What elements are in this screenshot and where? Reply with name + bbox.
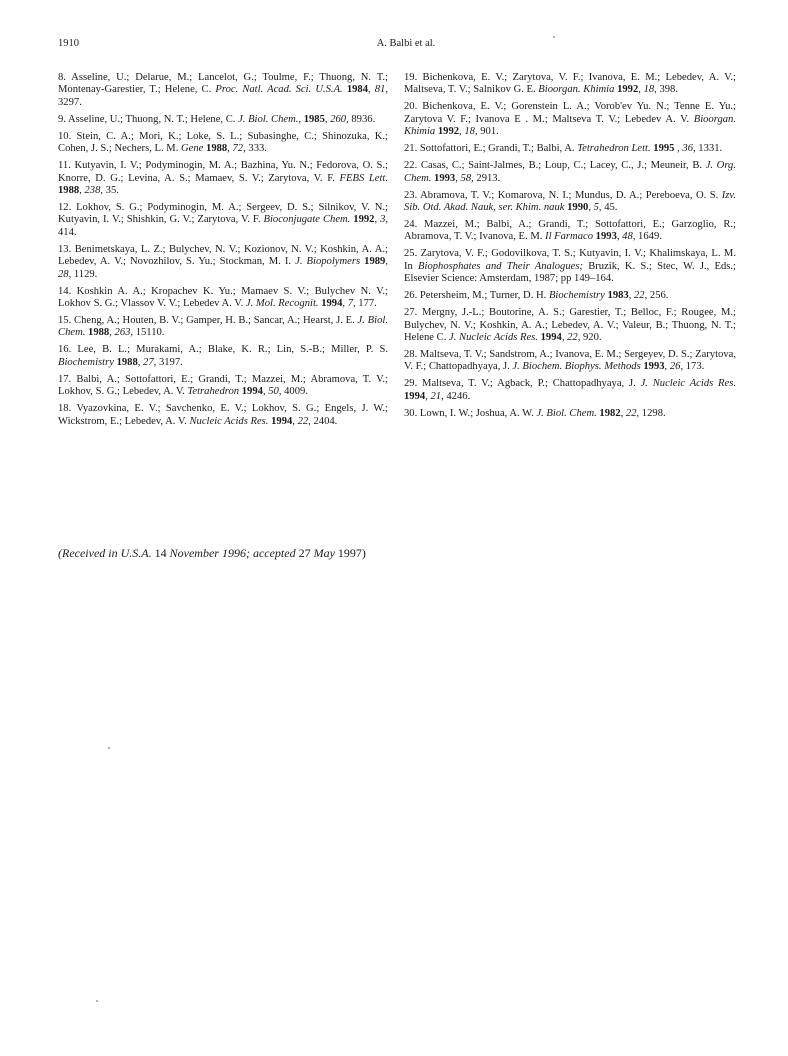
reference-text: , <box>385 256 388 268</box>
reference-journal: Tetrahedron <box>187 386 240 398</box>
reference-text: , 173. <box>680 361 705 373</box>
reference-journal: 22 <box>634 290 645 302</box>
reference-year: 1994 <box>404 390 426 402</box>
reference-journal: Bioconjugate Chem. <box>263 214 351 226</box>
reference-text: , <box>628 290 634 302</box>
reference-text: , <box>292 415 298 427</box>
reference-journal: 260 <box>330 113 347 125</box>
reference-entry <box>58 131 388 156</box>
reference-text: , <box>137 356 144 368</box>
reference-entry <box>404 378 736 403</box>
reference-entry <box>404 290 736 302</box>
running-head: A. Balbi et al. <box>376 38 436 49</box>
reference-journal: Bioorgan. Khimia <box>538 84 615 96</box>
reference-journal: Bioorgan. Khimia <box>404 113 736 138</box>
reference-text: Bruzik, K. S.; Stec, W. J., Eds.; Elsevier Science: Amsterdam, 1987; pp 149–164. <box>404 260 736 285</box>
scan-speck <box>553 36 555 38</box>
reference-text: 24. Mazzei, M.; Balbi, A.; Grandi, T.; Sottofattori, E.; Garzoglio, R.; Abramova, T. V.; Ivanova, E. M. <box>404 219 736 243</box>
page-header <box>58 38 754 52</box>
reference-journal: J. Biol. Chem. <box>536 407 597 419</box>
received-line <box>58 546 758 561</box>
reference-journal: J. Biol. Chem. <box>58 315 388 339</box>
reference-text: , <box>664 361 670 373</box>
reference-journal: 18 <box>464 126 475 138</box>
reference-text: , <box>638 84 644 96</box>
reference-text: , 333. <box>243 143 267 155</box>
reference-text: , 15110. <box>130 327 165 339</box>
reference-text: , 1331. <box>693 143 723 155</box>
reference-text: , 35. <box>100 185 119 197</box>
reference-text: 16. Lee, B. L.; Murakami, A.; Blake, K. R.; Lin, S.-B.; Miller, P. S. <box>58 344 388 356</box>
reference-entry <box>404 349 736 374</box>
reference-entry <box>58 244 388 281</box>
reference-entry <box>404 307 736 344</box>
reference-text: , 3297. <box>58 84 388 108</box>
reference-year: 1992 <box>353 214 375 226</box>
reference-text: , 1298. <box>636 407 666 419</box>
reference-journal: 50 <box>268 386 279 398</box>
reference-journal: 22 <box>567 332 578 344</box>
reference-year: 1993 <box>643 361 665 373</box>
reference-entry <box>404 219 736 244</box>
reference-journal: J. Nucleic Acids Res. <box>449 332 538 344</box>
reference-text: 8. Asseline, U.; Delarue, M.; Lancelot, G.; Toulme, F.; Thuong, N. T.; Montenay-Garestier, T.; Helene, C. <box>58 72 388 96</box>
received-prefix: (Received in U.S.A. <box>58 546 155 560</box>
reference-journal: 72 <box>232 143 244 155</box>
reference-text: , 4246. <box>441 390 471 402</box>
reference-year: 1992 <box>617 84 639 96</box>
reference-text: 14. Koshkin A. A.; Kropachev K. Yu.; Mamaev S. V.; Bulychev N. V.; Lokhov S. G.; Vlassov V. V.; Lebedev A. V. <box>58 285 388 310</box>
reference-journal: 3 <box>380 214 386 226</box>
reference-text: , <box>109 327 115 339</box>
reference-text: 30. Lown, I. W.; Joshua, A. W. <box>404 407 537 419</box>
reference-entry <box>58 286 388 311</box>
reference-journal: 22 <box>625 407 637 419</box>
reference-journal: 58 <box>460 172 472 184</box>
reference-text: 20. Bichenkova, E. V.; Gorenstein L. A.; Vorob'ev Yu. N.; Tenne E. Yu.; Zarytova V. F.; Ivanova E . M.; Maltseva T. V.; Lebedev A. V. <box>404 101 736 125</box>
reference-entry <box>404 408 736 420</box>
reference-text: , <box>425 390 431 402</box>
reference-entry <box>404 190 736 215</box>
reference-text: , 45. <box>598 202 618 214</box>
reference-text: 29. Maltseva, T. V.; Agback, P.; Chattopadhyaya, J. <box>404 378 641 390</box>
reference-entry <box>404 143 736 155</box>
reference-entry <box>58 315 388 340</box>
scan-speck <box>108 747 110 749</box>
reference-entry <box>404 248 736 285</box>
reference-journal: Biophosphates and Their Analogues; <box>418 260 583 272</box>
reference-entry <box>58 72 388 109</box>
reference-text: 13. Benimetskaya, L. Z.; Bulychev, N. V.; Kozionov, N. V.; Koshkin, A. A.; Lebedev, A. V.; Novozhilov, S. Yu.; Stockman, M. I. <box>58 243 388 268</box>
accepted-month: May <box>310 546 338 560</box>
reference-text: , 414. <box>58 214 389 238</box>
reference-year: 1988 <box>206 143 228 155</box>
reference-text: , <box>324 113 331 125</box>
reference-text: 10. Stein, C. A.; Mori, K.; Loke, S. L.; Subasinghe, C.; Shinozuka, K.; Cohen, J. S.; Nechers, L. M. <box>58 130 388 155</box>
reference-entry <box>58 403 388 428</box>
reference-journal: Il Farmaco <box>545 231 594 243</box>
reference-year: 1994 <box>241 386 263 398</box>
reference-text: , <box>459 126 465 138</box>
received-middle: November 1996; accepted <box>166 546 299 560</box>
scan-speck <box>96 1000 98 1002</box>
reference-year: 1989 <box>364 256 386 268</box>
reference-text: , <box>262 386 269 398</box>
reference-journal: J. Biochem. Biophys. Methods <box>512 361 641 373</box>
reference-text: , 3197. <box>153 356 183 368</box>
reference-entry <box>58 114 388 126</box>
reference-journal: J. Mol. Recognit. <box>245 298 319 310</box>
reference-text: 19. Bichenkova, E. V.; Zarytova, V. F.; Ivanova, E. M.; Lebedev, A. V.; Maltseva, T. V.; Salnikov G. E. <box>404 72 736 96</box>
reference-text: , <box>298 113 304 125</box>
reference-year: 1990 <box>567 202 589 214</box>
reference-text: 17. Balbi, A.; Sottofattori, E.; Grandi, T.; Mazzei, M.; Abramova, T. V.; Lokhov, S. G.; Lebedev, A. V. <box>58 373 388 398</box>
accepted-year: 1997) <box>337 546 366 560</box>
reference-year: 1993 <box>434 172 456 184</box>
reference-year: 1988 <box>58 185 80 197</box>
reference-journal: 26 <box>669 361 681 373</box>
reference-text: 11. Kutyavin, I. V.; Podyminogin, M. A.; Bazhina, Yu. N.; Fedorova, O. S.; Knorre, D. G.; Levina, A. S.; Mamaev, S. V.; Zarytova, V. F. <box>58 160 388 184</box>
reference-entry <box>58 374 388 399</box>
reference-text: 9. Asseline, U.; Thuong, N. T.; Helene, C. <box>58 113 239 125</box>
reference-text: 28. Maltseva, T. V.; Sandstrom, A.; Ivanova, E. M.; Sergeyev, D. S.; Zarytova, V. F.; Chattopadhyaya, J. <box>404 349 736 373</box>
reference-year: 1984 <box>346 84 368 96</box>
reference-text: , 1129. <box>68 268 98 280</box>
reference-journal: 5 <box>593 202 599 214</box>
reference-text: 26. Petersheim, M.; Turner, D. H. <box>404 290 549 302</box>
reference-journal: 27 <box>143 356 154 368</box>
reference-year: 1983 <box>607 290 629 302</box>
reference-journal: Tetrahedron Lett. <box>577 143 651 155</box>
reference-text: , 920. <box>577 332 602 344</box>
reference-journal: Proc. Natl. Acad. Sci. U.S.A. <box>215 84 343 96</box>
reference-text: , 177. <box>352 298 377 310</box>
reference-text: , <box>620 407 626 419</box>
reference-journal: 22 <box>297 415 309 427</box>
reference-year: 1994 <box>271 415 293 427</box>
reference-journal: 28 <box>58 268 69 280</box>
reference-text: 23. Abramova, T. V.; Komarova, N. I.; Mundus, D. A.; Pereboeva, O. S. <box>404 189 722 201</box>
reference-year: 1988 <box>116 356 138 368</box>
reference-text: , 2404. <box>308 415 338 427</box>
reference-journal: 18 <box>643 84 655 96</box>
reference-journal: FEBS Lett. <box>339 172 388 184</box>
reference-journal: J. Nucleic Acids Res. <box>640 378 736 390</box>
reference-year: 1994 <box>540 332 562 344</box>
reference-text: , 2913. <box>471 172 501 184</box>
reference-text: , <box>588 202 594 214</box>
reference-text: , <box>227 143 233 155</box>
received-day: 14 <box>154 546 167 560</box>
reference-journal: 263 <box>114 327 131 339</box>
accepted-day: 27 <box>298 546 311 560</box>
reference-journal: 21 <box>430 390 442 402</box>
reference-text: , <box>674 143 683 155</box>
reference-journal: 48 <box>622 231 633 243</box>
reference-text: , 1649. <box>632 231 662 243</box>
reference-entry <box>58 344 388 369</box>
reference-journal: J. Org. Chem. <box>404 160 736 184</box>
reference-text: 22. Casas, C.; Saint-Jalmes, B.; Loup, C.; Lacey, C., J.; Meuneir, B. <box>404 160 706 172</box>
reference-text: 27. Mergny, J.-L.; Boutorine, A. S.; Garestier, T.; Belloc, F.; Rougee, M.; Bulychev, N. V.; Koshkin, A. A.; Lebedev, A. V.; Valeur, B.; Thuong, N. T.; Helene C. <box>404 307 736 344</box>
reference-journal: 81 <box>374 84 386 96</box>
reference-entry <box>404 160 736 185</box>
reference-text: , <box>368 84 375 96</box>
reference-text: 18. Vyazovkina, E. V.; Savchenko, E. V.; Lokhov, S. G.; Engels, J. W.; Wickstrom, E.; Lebedev, A. V. <box>58 403 388 427</box>
reference-journal: J. Biol. Chem. <box>238 113 299 125</box>
reference-text: , <box>561 332 568 344</box>
reference-text: , 4009. <box>278 386 308 398</box>
reference-text: 12. Lokhov, S. G.; Podyminogin, M. A.; Sergeev, D. S.; Silnikov, V. N.; Kutyavin, I. V.; Shishkin, G. V.; Zarytova, V. F. <box>58 202 388 226</box>
reference-text: , 8936. <box>346 113 376 125</box>
reference-year: 1995 <box>653 143 675 155</box>
reference-year: 1993 <box>595 231 617 243</box>
reference-text: , <box>342 298 348 310</box>
reference-text: , <box>616 231 623 243</box>
reference-journal: Biochemistry <box>58 356 114 368</box>
reference-journal: 36 <box>682 143 693 155</box>
reference-text: , <box>455 172 461 184</box>
reference-journal: Izv. Sib. Otd. Akad. Nauk, ser. Khim. nauk <box>404 189 736 214</box>
reference-year: 1982 <box>599 407 621 419</box>
reference-text: 25. Zarytova, V. F.; Godovilkova, T. S.; Kutyavin, I. V.; Khalimskaya, L. M. In <box>404 248 736 272</box>
reference-text: , 256. <box>644 290 669 302</box>
reference-journal: Biochemistry <box>548 290 605 302</box>
reference-text: , <box>79 185 85 197</box>
reference-text: , 398. <box>654 84 678 96</box>
reference-year: 1988 <box>88 327 110 339</box>
reference-text: 15. Cheng, A.; Houten, B. V.; Gamper, H. B.; Sancar, A.; Hearst, J. E. <box>58 315 358 327</box>
reference-year: 1985 <box>303 113 325 125</box>
references-right-column <box>404 72 736 425</box>
reference-entry <box>58 202 388 239</box>
reference-journal: Nucleic Acids Res. <box>189 415 269 427</box>
reference-text: , 901. <box>474 126 499 138</box>
reference-entry <box>58 160 388 197</box>
reference-journal: 238 <box>84 185 101 197</box>
reference-journal: 7 <box>347 298 353 310</box>
reference-journal: J. Biopolymers <box>295 256 361 268</box>
reference-journal: Gene <box>181 143 204 155</box>
page-number: 1910 <box>58 38 79 49</box>
references-left-column <box>58 72 388 433</box>
reference-entry <box>404 72 736 97</box>
reference-entry <box>404 101 736 138</box>
reference-text: 21. Sottofattori, E.; Grandi, T.; Balbi, A. <box>404 143 578 155</box>
reference-year: 1994 <box>321 298 343 310</box>
reference-text: , <box>374 214 381 226</box>
reference-year: 1992 <box>437 126 460 138</box>
